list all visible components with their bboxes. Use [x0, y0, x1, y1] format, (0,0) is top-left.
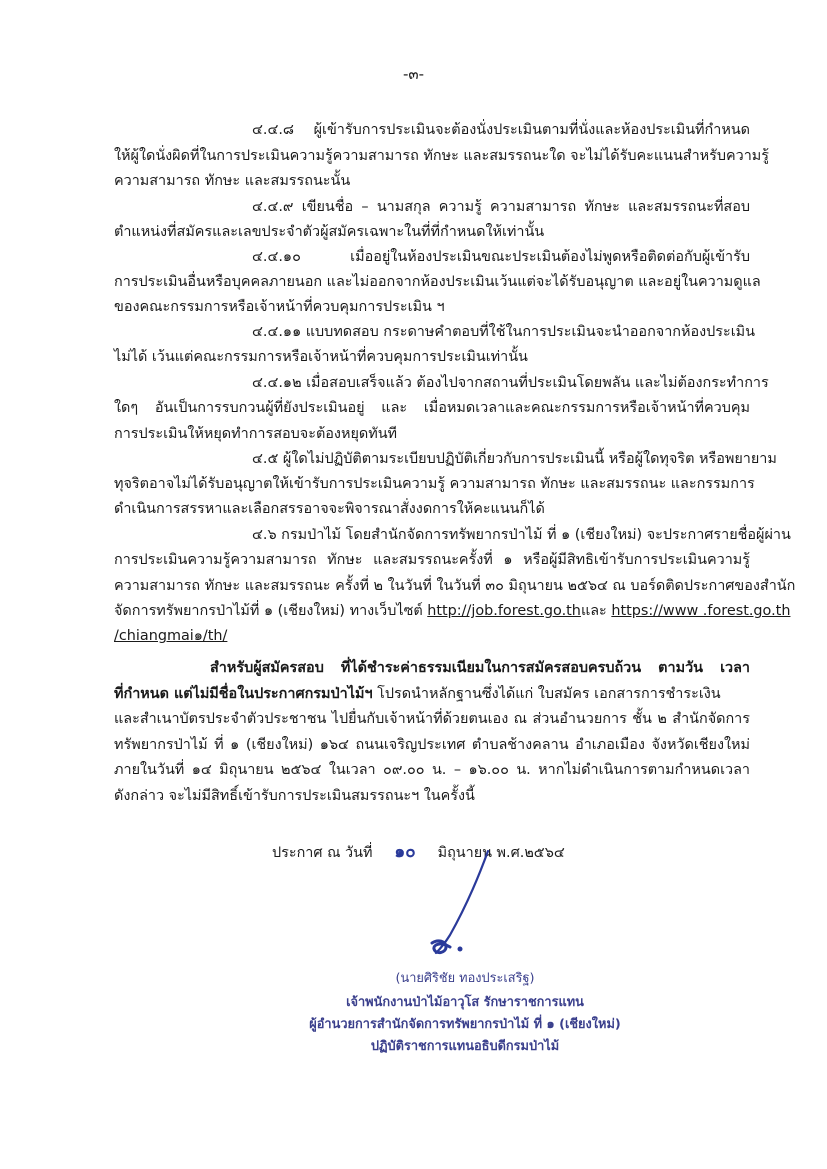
bold-notice-cont: ที่กำหนด แต่ไม่มีชื่อในประกาศกรมป่าไม้ฯ	[114, 686, 373, 702]
text-line: ภายในวันที่ ๑๔ มิถุนายน ๒๕๖๔ ในเวลา ๐๙.๐๐ น. – ๑๖.๐๐ น. หากไม่ดำเนินการตามกำหนดเวลา	[114, 762, 750, 778]
text-line: การประเมินความรู้ความสามารถ ทักษะ และสมรรถนะครั้งที่ ๑ หรือผู้มีสิทธิเข้ารับการประเมินความรู้	[114, 552, 750, 568]
page-number: -๓-	[402, 65, 425, 83]
text-line: ทุจริตอาจไม่ได้รับอนุญาตให้เข้ารับการประเมินความรู้ ความสามารถ ทักษะ และสมรรถนะ และกรรมการ	[114, 476, 755, 492]
para-4-4-10: ๔.๔.๑๐ เมื่ออยู่ในห้องประเมินขณะประเมินต้องไม่พูดหรือติดต่อกับผู้เข้ารับ	[252, 249, 750, 265]
forest-website-link[interactable]: https://www .forest.go.th	[611, 603, 791, 619]
bold-notice: สำหรับผู้สมัครสอบ ที่ได้ชำระค่าธรรมเนียมในการสมัครสอบครบถ้วน ตามวัน เวลา	[210, 660, 750, 676]
para-4-6: ๔.๖ กรมป่าไม้ โดยสำนักจัดการทรัพยากรป่าไม้ ที่ ๑ (เชียงใหม่) จะประกาศรายชื่อผู้ผ่าน	[252, 527, 791, 543]
mixed-line	[114, 684, 721, 704]
signature	[390, 843, 500, 963]
job-website-link[interactable]: http://job.forest.go.th	[427, 603, 581, 619]
text-line: ความสามารถ ทักษะ และสมรรถนะนั้น	[114, 173, 351, 189]
forest-website-link-cont[interactable]: /chiangmai๑/th/	[114, 628, 228, 644]
text-line: ใดๆ อันเป็นการรบกวนผู้ที่ยังประเมินอยู่ และ เมื่อหมดเวลาและคณะกรรมการหรือเจ้าหน้าที่ควบคุม	[114, 400, 750, 416]
date-prefix: ประกาศ ณ วันที่	[272, 845, 373, 861]
para-4-5: ๔.๕ ผู้ใดไม่ปฏิบัติตามระเบียบปฏิบัติเกี่ยวกับการประเมินนี้ หรือผู้ใดทุจริต หรือพยายาม	[252, 451, 777, 467]
text-line: ให้ผู้ใดนั่งผิดที่ในการประเมินความรู้ความสามารถ ทักษะ และสมรรถนะใด จะไม่ได้รับคะแนนสำหรับความรู้	[114, 148, 770, 164]
para-4-4-12: ๔.๔.๑๒ เมื่อสอบเสร็จแล้ว ต้องไปจากสถานที่ประเมินโดยพลัน และไม่ต้องกระทำการ	[252, 375, 769, 391]
text-line: ดังกล่าว จะไม่มีสิทธิ์เข้ารับการประเมินสมรรถนะฯ ในครั้งนี้	[114, 788, 475, 804]
para-4-4-8: ๔.๔.๘ ผู้เข้ารับการประเมินจะต้องนั่งประเมินตามที่นั่งและห้องประเมินที่กำหนด	[252, 122, 750, 138]
text-line: ไม่ได้ เว้นแต่คณะกรรมการหรือเจ้าหน้าที่ควบคุมการประเมินเท่านั้น	[114, 349, 528, 365]
signer-name: (นายศิริชัย ทองประเสริฐ)	[395, 971, 535, 986]
signer-office: ผู้อำนวยการสำนักจัดการทรัพยากรป่าไม้ ที่ ๑ (เชียงใหม่)	[309, 1017, 621, 1032]
text-line: การประเมินให้หยุดทำการสอบจะต้องหยุดทันที	[114, 426, 398, 442]
signer-acting: ปฏิบัติราชการแทนอธิบดีกรมป่าไม้	[370, 1039, 560, 1054]
text-line: ดำเนินการสรรหาและเลือกสรรอาจจะพิจารณาสั่งงดการให้คะแนนก็ได้	[114, 501, 545, 517]
website-line	[114, 601, 790, 621]
text-line: การประเมินอื่นหรือบุคคลภายนอก และไม่ออกจากห้องประเมินเว้นแต่จะได้รับอนุญาต และอยู่ในความดูแล	[114, 274, 761, 290]
text-line: ทรัพยากรป่าไม้ ที่ ๑ (เชียงใหม่) ๑๖๔ ถนนเจริญประเทศ ตำบลช้างคลาน อำเภอเมือง จังหวัดเชียงใหม่	[114, 737, 750, 753]
para-4-4-11: ๔.๔.๑๑ แบบทดสอบ กระดาษคำตอบที่ใช้ในการประเมินจะนำออกจากห้องประเมิน	[252, 324, 755, 340]
handwritten-day: ๑๐	[394, 842, 416, 862]
text-line: และสำเนาบัตรประจำตัวประชาชน ไปยื่นกับเจ้าหน้าที่ด้วยตนเอง ณ ส่วนอำนวยการ ชั้น ๒ สำนักจัดการ	[114, 711, 750, 727]
para-4-4-9: ๔.๔.๙ เขียนชื่อ – นามสกุล ความรู้ ความสามารถ ทักษะ และสมรรถนะที่สอบ	[252, 199, 750, 215]
text-line: ของคณะกรรมการหรือเจ้าหน้าที่ควบคุมการประเมิน ฯ	[114, 299, 445, 315]
notice-text: โปรดนำหลักฐานซึ่งได้แก่ ใบสมัคร เอกสารการชำระเงิน	[372, 686, 721, 702]
website-prefix: จัดการทรัพยากรป่าไม้ที่ ๑ (เชียงใหม่) ทางเว็บไซต์	[114, 603, 428, 619]
date-suffix: มิถุนายน พ.ศ.๒๕๖๔	[437, 845, 565, 861]
text-line: ความสามารถ ทักษะ และสมรรถนะ ครั้งที่ ๒ ในวันที่ ในวันที่ ๓๐ มิถุนายน ๒๕๖๔ ณ บอร์ดติดประกาศของสำนัก	[114, 578, 796, 594]
signer-position: เจ้าพนักงานป่าไม้อาวุโส รักษาราชการแทน	[346, 995, 584, 1010]
website-middle: และ	[580, 603, 612, 619]
text-line: ตำแหน่งที่สมัครและเลขประจำตัวผู้สมัครเฉพาะในที่ที่กำหนดให้เท่านั้น	[114, 224, 545, 240]
